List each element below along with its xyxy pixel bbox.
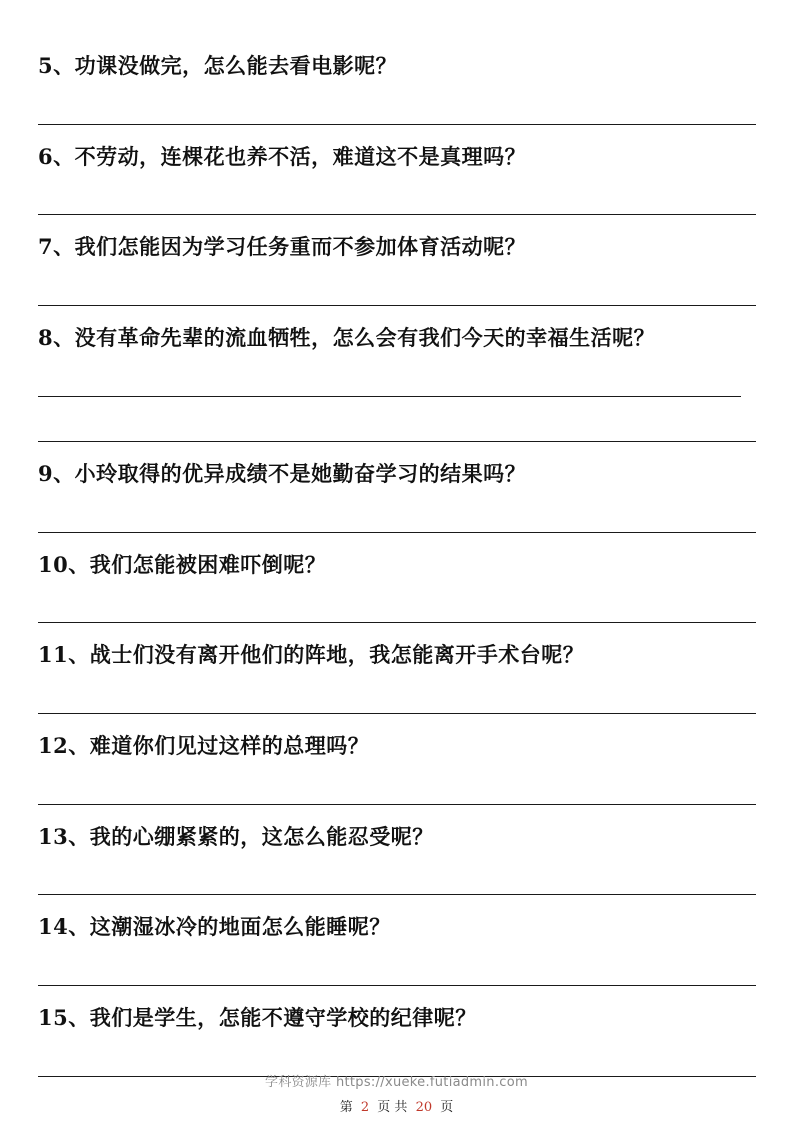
question-15: 15、我们是学生，怎能不遵守学校的纪律呢？	[38, 1005, 477, 1030]
question-14: 14、这潮湿冰冷的地面怎么能睡呢？	[38, 914, 391, 939]
question-7: 7、我们怎能因为学习任务重而不参加体育活动呢？	[38, 234, 527, 259]
watermark-text: 学科资源库 https://xueke.futiadmin.com	[265, 1075, 528, 1090]
answer-line-8b[interactable]	[38, 441, 756, 442]
question-6: 6、不劳动，连棵花也养不活，难道这不是真理吗？	[38, 144, 527, 169]
question-10: 10、我们怎能被困难吓倒呢？	[38, 552, 327, 577]
answer-line-6[interactable]	[38, 214, 756, 215]
question-8: 8、没有革命先辈的流血牺牲，怎么会有我们今天的幸福生活呢？	[38, 325, 656, 350]
question-12: 12、难道你们见过这样的总理吗？	[38, 733, 370, 758]
footer-middle: 页 共	[377, 1100, 408, 1115]
answer-line-11[interactable]	[38, 713, 756, 714]
answer-line-8a[interactable]	[38, 396, 741, 397]
answer-line-5[interactable]	[38, 124, 756, 125]
question-5: 5、功课没做完，怎么能去看电影呢？	[38, 53, 398, 78]
question-11: 11、战士们没有离开他们的阵地，我怎能离开手术台呢？	[38, 642, 585, 667]
total-pages-number: 20	[415, 1100, 433, 1115]
footer-suffix: 页	[440, 1100, 454, 1115]
footer-prefix: 第	[339, 1100, 353, 1115]
answer-line-7[interactable]	[38, 305, 756, 306]
page-footer	[0, 1096, 793, 1115]
current-page-number: 2	[360, 1100, 370, 1115]
answer-line-12[interactable]	[38, 804, 756, 805]
answer-line-9[interactable]	[38, 532, 756, 533]
question-9: 9、小玲取得的优异成绩不是她勤奋学习的结果吗？	[38, 461, 527, 486]
question-13: 13、我的心绷紧紧的，这怎么能忍受呢？	[38, 824, 434, 849]
answer-line-14[interactable]	[38, 985, 756, 986]
answer-line-10[interactable]	[38, 622, 756, 623]
answer-line-13[interactable]	[38, 894, 756, 895]
